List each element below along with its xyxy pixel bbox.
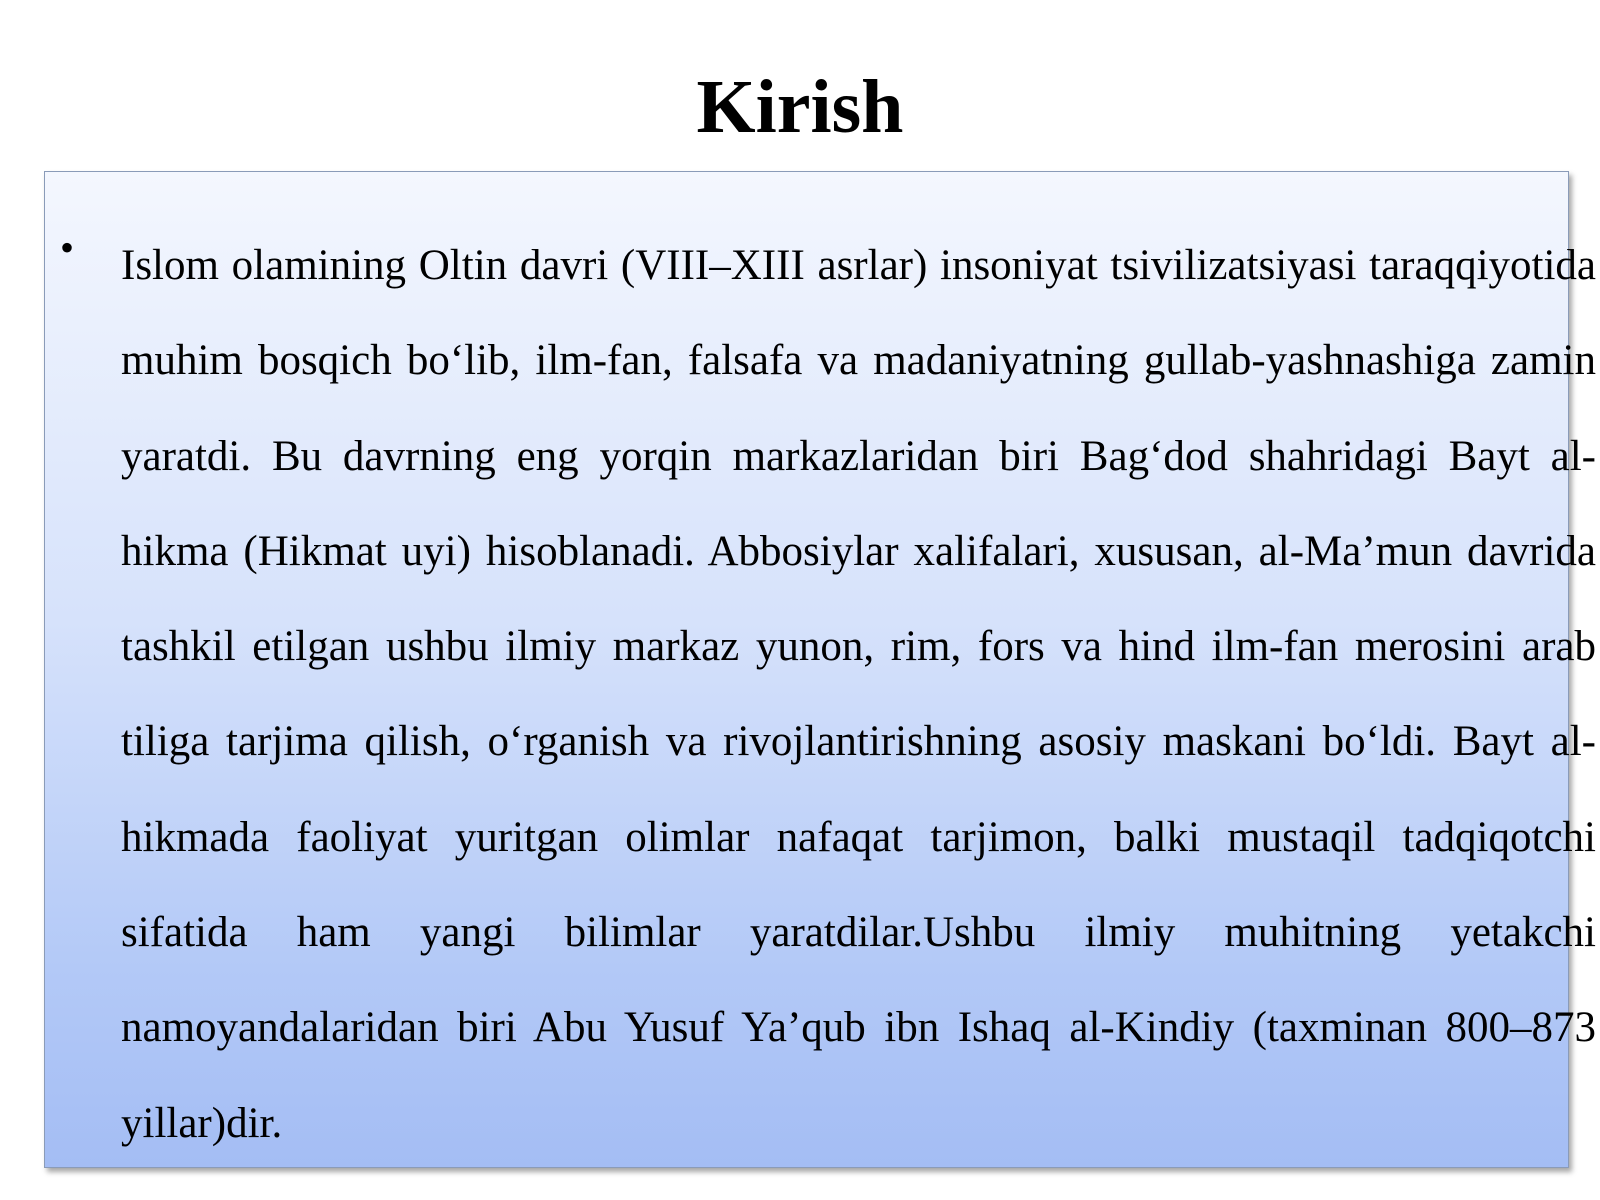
bullet-paragraph: Islom olamining Oltin davri (VIII–XIII asrlar) insoniyat tsivilizatsiyasi taraqqiyotida muhim bosqich bo‘lib, ilm-fan, falsafa va madaniyatning gullab-yashnashiga zamin yaratdi. Bu davrning eng yorqin markazlaridan biri Bag‘dod shahridagi Bayt al-hikma (Hikmat uyi) hisoblanadi. Abbosiylar xalifalari, xususan, al-Ma’mun davrida tashkil etilgan ushbu ilmiy markaz yunon, rim, fors va hind ilm-fan merosini arab tiliga tarjima qilish, o‘rganish va rivojlantirishning asosiy maskani bo‘ldi. Bayt al-hikmada faoliyat yuritgan olimlar nafaqat tarjimon, balki mustaqil tadqiqotchi sifatida ham yangi bilimlar yaratdilar.Ushbu ilmiy muhitning yetakchi namoyandalaridan biri Abu Yusuf Ya’qub ibn Ishaq al-Kindiy (taxminan 800–873 yillar)dir. — [121, 242, 1596, 1147]
bullet-dot-icon: • — [60, 225, 75, 270]
bullet-item — [45, 172, 1596, 1167]
content-box — [44, 171, 1596, 1168]
slide-title: Kirish — [696, 65, 904, 149]
